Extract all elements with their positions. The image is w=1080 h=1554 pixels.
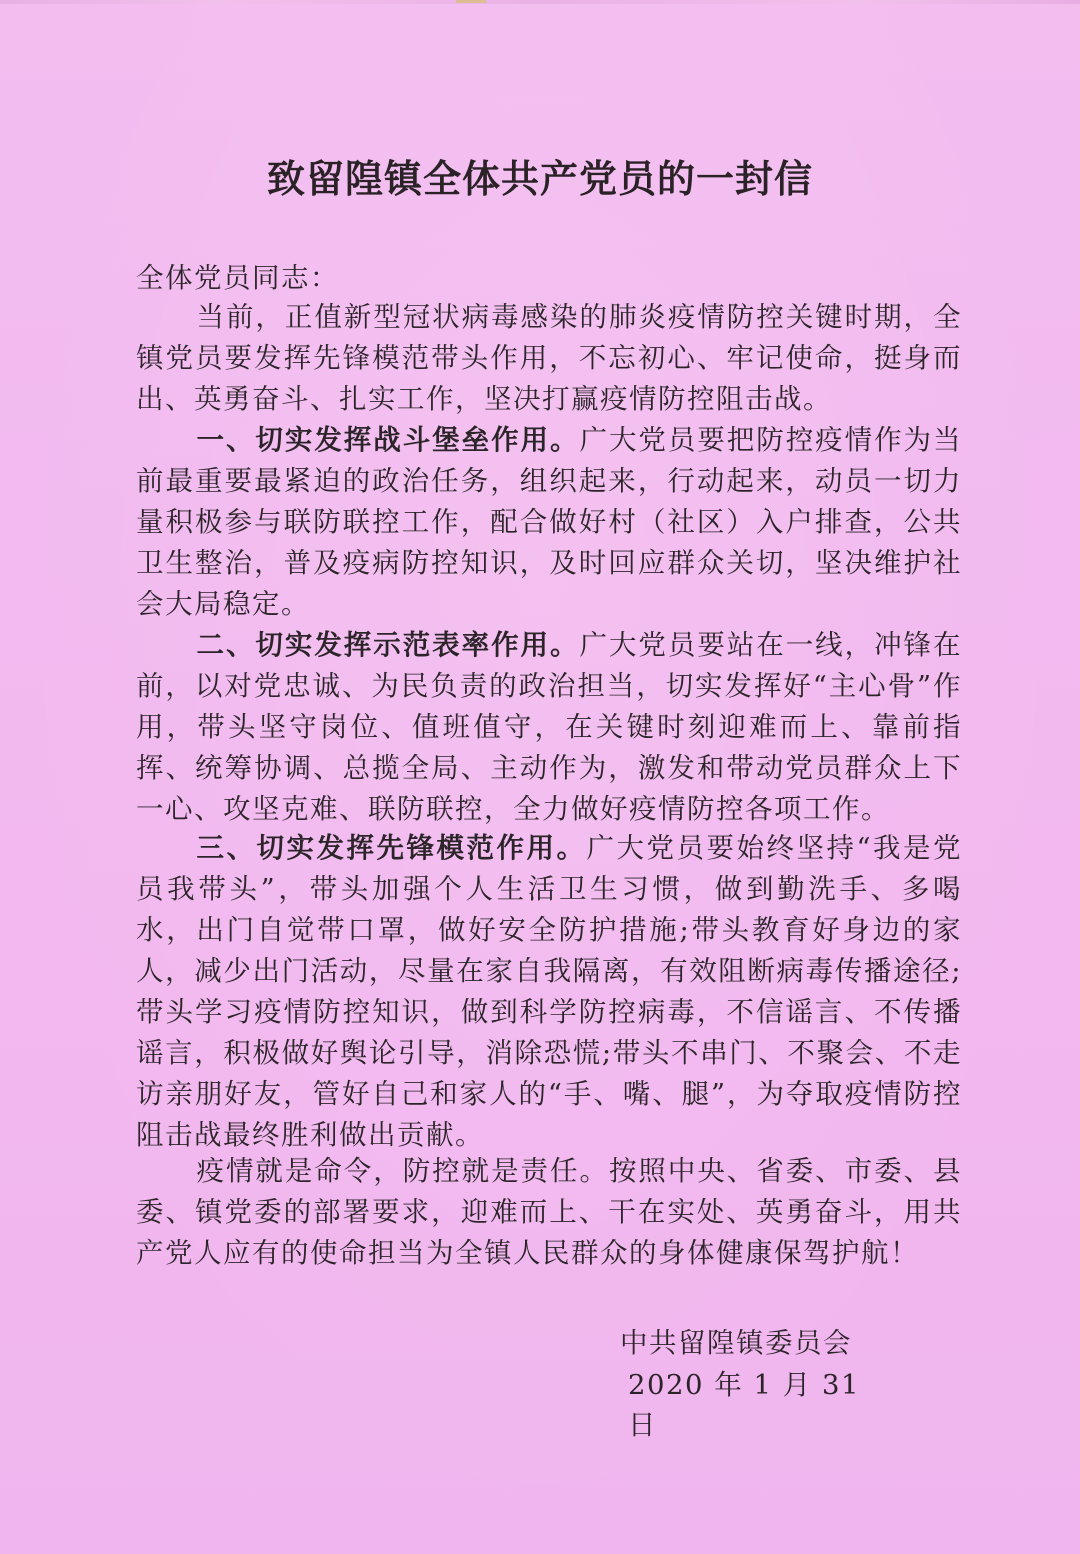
section-two-paragraph (136, 625, 962, 830)
section-two-text: 广大党员要站在一线，冲锋在前，以对党忠诚、为民负责的政治担当，切实发挥好“主心骨”作用，带头坚守岗位、值班值守，在关键时刻迎难而上、靠前指挥、统筹协调、总揽全局、主动作为，激发和带动党员群众上下一心、攻坚克难、联防联控，全力做好疫情防控各项工作。 (136, 629, 963, 825)
section-three-paragraph (136, 828, 962, 1156)
signature-date: 2020 年 1 月 31 日 (628, 1369, 860, 1441)
section-one-heading: 一、切实发挥战斗堡垒作用。 (196, 424, 580, 456)
section-one-paragraph (136, 420, 962, 625)
intro-paragraph: 当前，正值新型冠状病毒感染的肺炎疫情防控关键时期，全镇党员要发挥先锋模范带头作用，不忘初心、牢记使命，挺身而出、英勇奋斗、扎实工作，坚决打赢疫情防控阻击战。 (136, 301, 962, 415)
salutation: 全体党员同志： (136, 262, 339, 294)
section-two-heading: 二、切实发挥示范表率作用。 (196, 629, 580, 661)
signature-organization: 中共留隍镇委员会 (620, 1327, 852, 1359)
closing-paragraph: 疫情就是命令，防控就是责任。按照中央、省委、市委、县委、镇党委的部署要求，迎难而上、干在实处、英勇奋斗，用共产党人应有的使命担当为全镇人民群众的身体健康保驾护航！ (136, 1155, 962, 1269)
section-three-text: 广大党员要始终坚持“我是党员我带头”，带头加强个人生活卫生习惯，做到勤洗手、多喝水，出门自觉带口罩，做好安全防护措施;带头教育好身边的家人，减少出门活动，尽量在家自我隔离，有效阻断病毒传播途径;带头学习疫情防控知识，做到科学防控病毒，不信谣言、不传播谣言，积极做好舆论引导，消除恐慌;带头不串门、不聚会、不走访亲朋好友，管好自己和家人的“手、嘴、腿”，为夺取疫情防控阻击战最终胜利做出贡献。 (136, 832, 962, 1151)
section-three-heading: 三、切实发挥先锋模范作用。 (196, 832, 587, 864)
section-one-text: 广大党员要把防控疫情作为当前最重要最紧迫的政治任务，组织起来，行动起来，动员一切力量积极参与联防联控工作，配合做好村（社区）入户排查，公共卫生整治，普及疫病防控知识，及时回应群众关切，坚决维护社会大局稳定。 (136, 424, 963, 620)
letter-title: 致留隍镇全体共产党员的一封信 (266, 157, 813, 201)
